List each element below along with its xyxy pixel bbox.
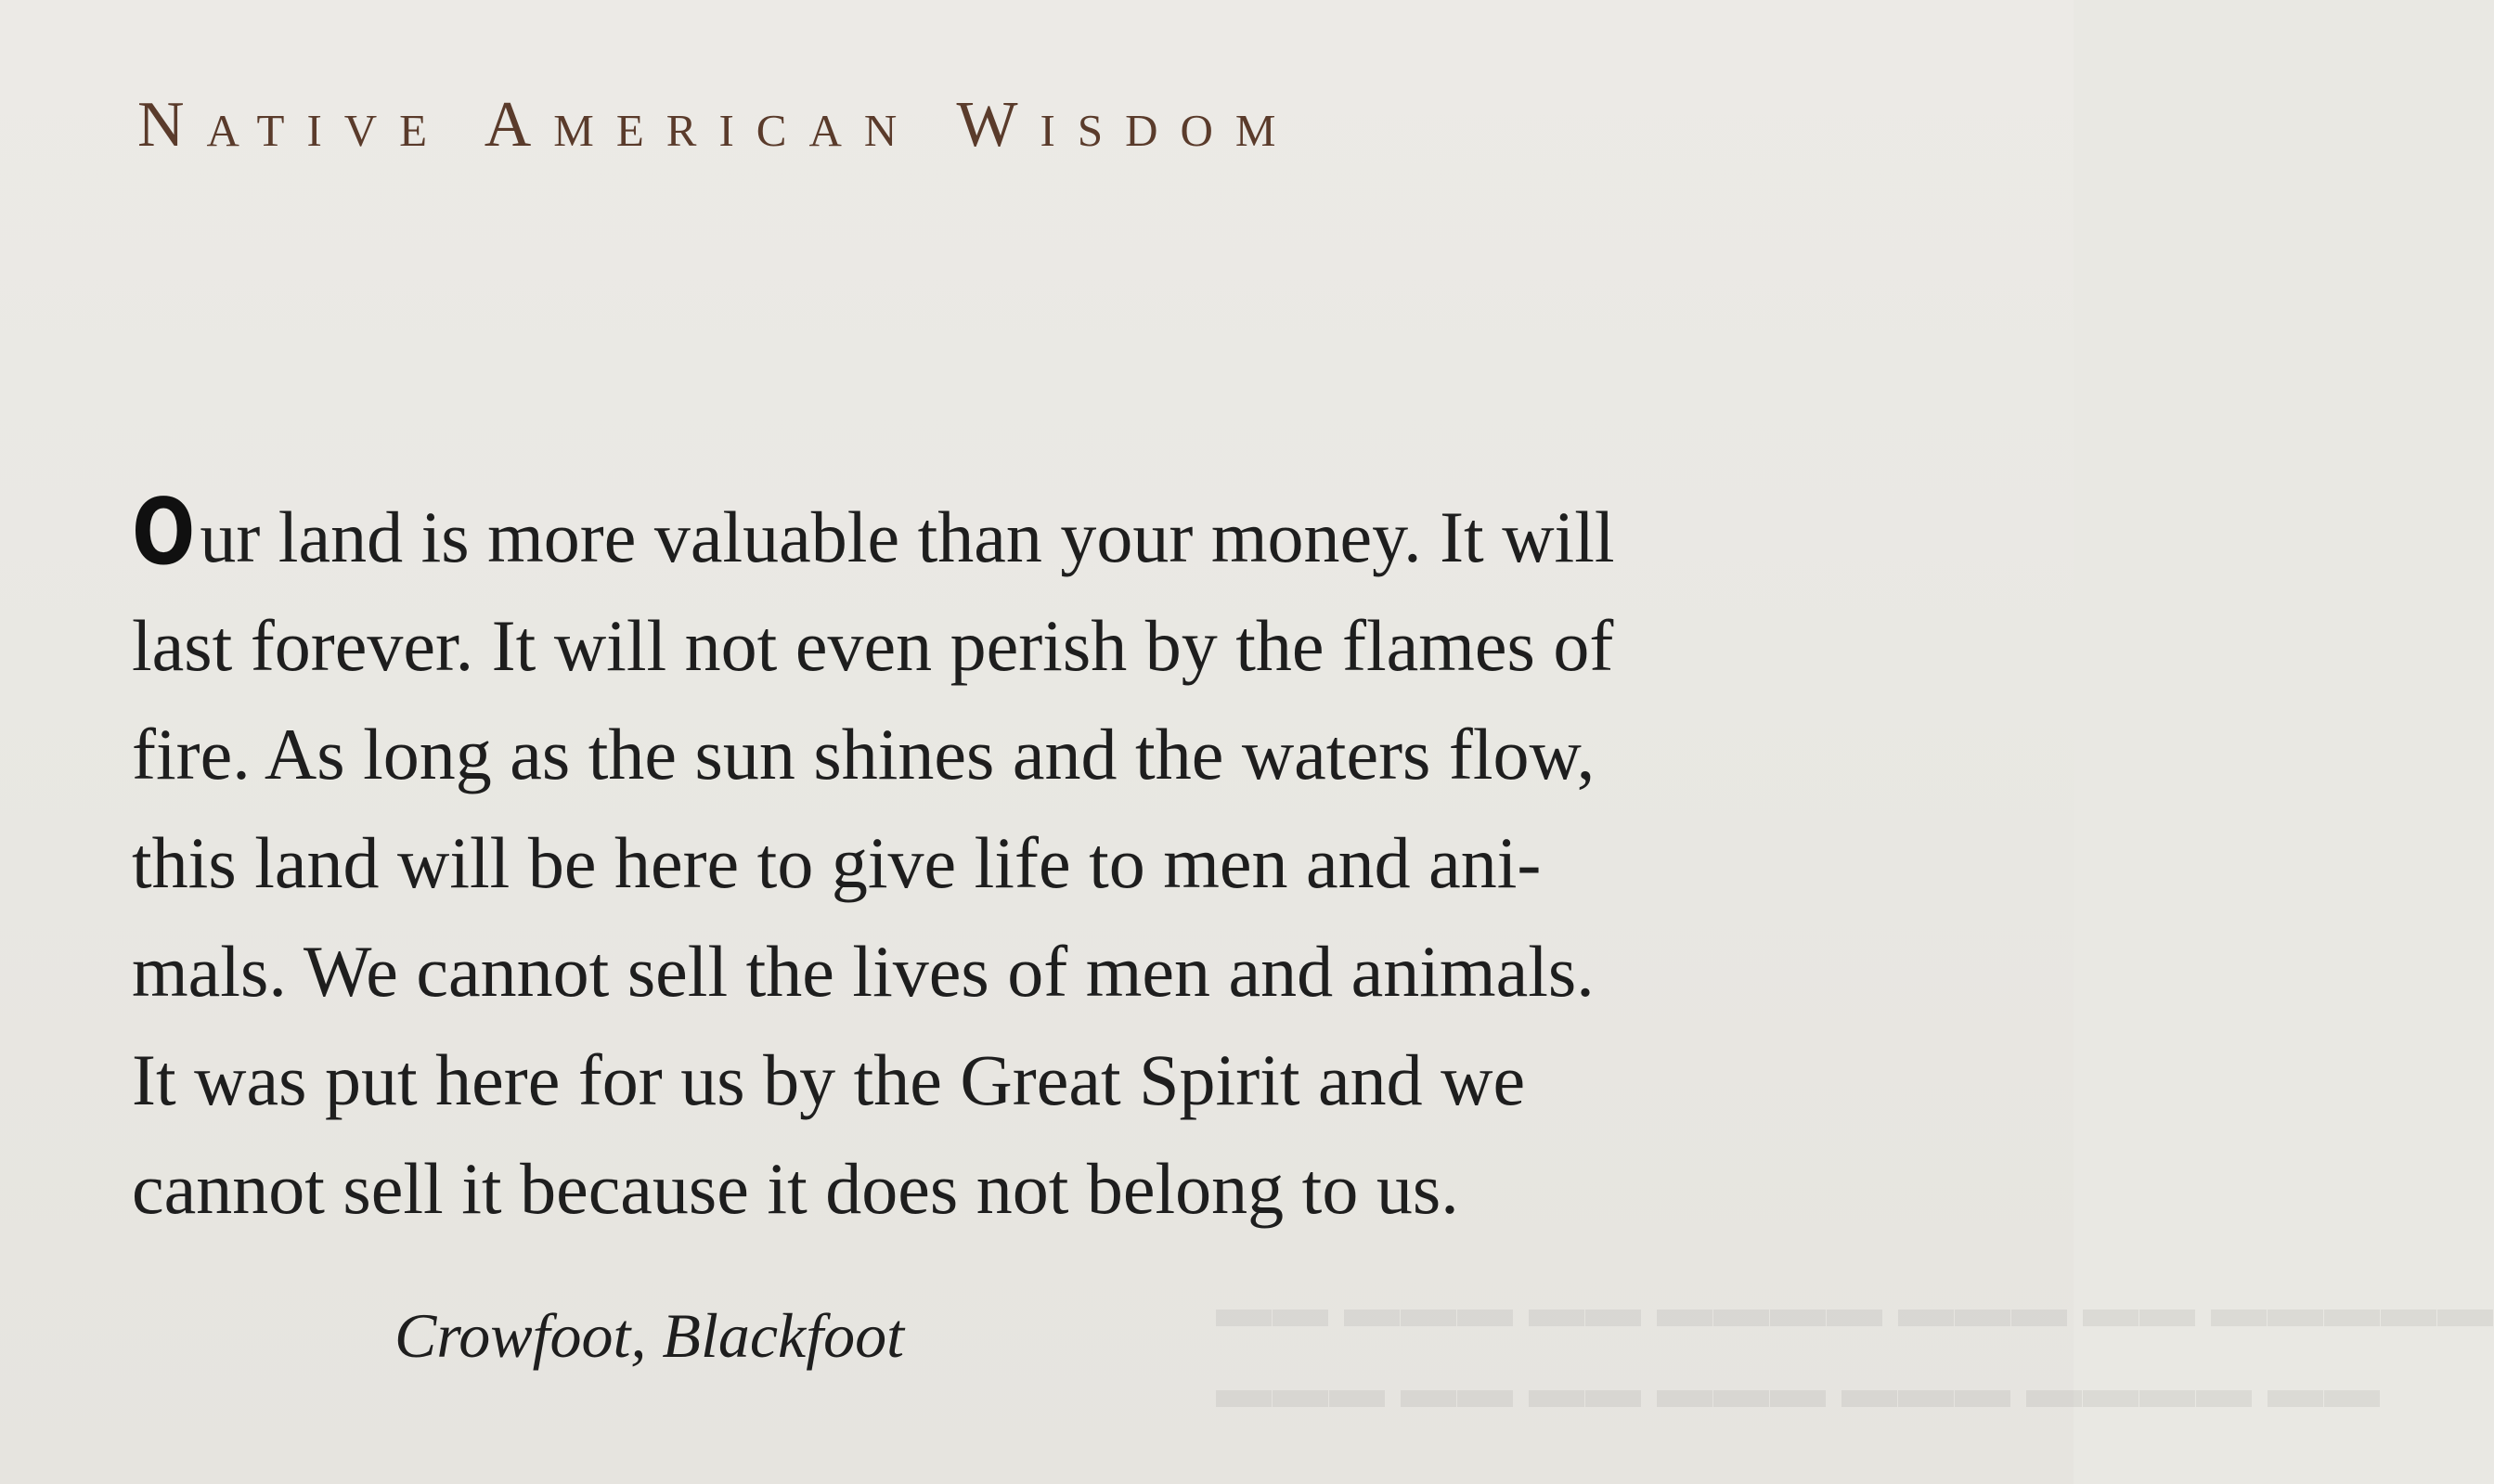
quote-line: mals. We cannot sell the lives of men and animals. — [132, 931, 1595, 1012]
quote-line: cannot sell it because it does not belong to us. — [132, 1148, 1459, 1229]
quote-line: fire. As long as the sun shines and the waters flow, — [132, 714, 1596, 794]
quote-line: It was put here for us by the Great Spirit and we — [132, 1039, 1526, 1120]
quote-line: this land will be here to give life to men and ani- — [132, 822, 1542, 903]
drop-cap: O — [132, 480, 196, 586]
quote-first-line-text: ur land is more valuable than your money. It will — [200, 497, 1615, 577]
quote-line: last forever. It will not even perish by the flames of — [132, 605, 1614, 686]
reverse-page-show-through: ▬▬▬ ▬▬ ▬▬ ▬▬▬ ▬▬▬ ▬▬▬▬ ▬▬ — [1216, 1358, 2381, 1419]
quote-paragraph — [132, 480, 1960, 1243]
quote-line — [132, 480, 1960, 591]
running-head: Native American Wisdom — [137, 89, 1299, 161]
quote-attribution: Crowfoot, Blackfoot — [394, 1300, 905, 1371]
reverse-page-show-through: ▬▬ ▬▬▬ ▬▬ ▬▬▬▬ ▬▬▬ ▬▬ ▬▬▬▬▬ — [1216, 1277, 2494, 1338]
